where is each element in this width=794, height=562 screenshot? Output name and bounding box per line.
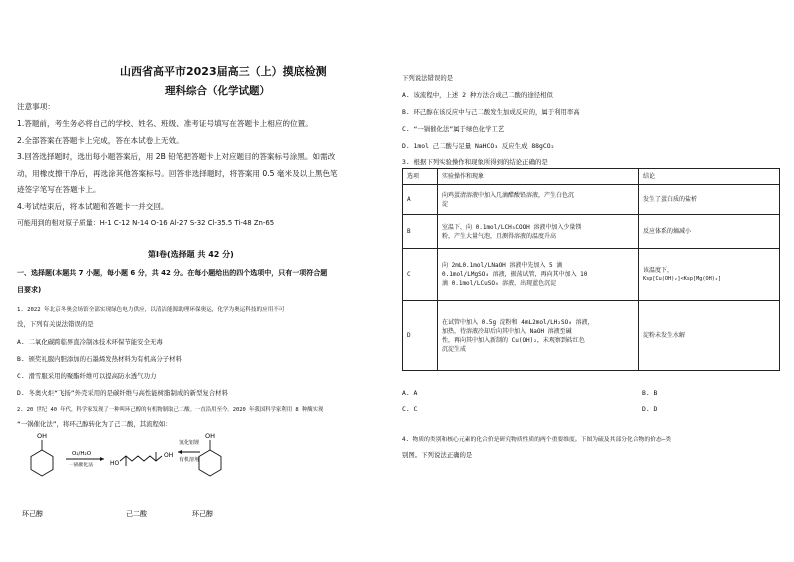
compound-label: 环己醇: [22, 510, 43, 518]
q1-option-b: B. 颁奖礼服内胆添加的石墨烯发热材料为有机高分子材料: [17, 355, 182, 363]
answer-option-c: C. C: [402, 405, 418, 413]
reagent-label: 有机溶剂: [179, 457, 200, 463]
oh-label: OH: [205, 432, 216, 440]
section-instruction: 一、选择题(本题共 7 小题，每小题 6 分，共 42 分。在每小题给出的四个选项中，只有一项符合题: [17, 269, 328, 277]
table-cell-option: A: [403, 185, 438, 215]
question-1-stem-cont: 没，下列有关说法错误的是: [17, 320, 94, 328]
notice-heading: 注意事项：: [17, 102, 55, 111]
notice-item: 动，用橡皮擦干净后，再选涂其他答案标号。回答非选择题时，将答案用 0.5 毫米及以上黑色笔: [17, 168, 338, 178]
part-title: 第Ⅰ卷(选择题 共 42 分): [148, 250, 234, 259]
table-row: [403, 185, 780, 215]
notice-item: 4.考试结束后，将本试题和答题卡一并交回。: [17, 201, 169, 211]
table-row: [403, 249, 780, 301]
cell-line: 向鸡蛋清溶液中加入几滴醋酸铅溶液，产生白色沉: [442, 191, 575, 199]
table-row: [403, 301, 780, 371]
cell-line: 性，再向其中加入新制的 Cu(OH)₂，未观察到砖红色: [442, 336, 585, 344]
q1-option-d: D. 冬奥火炬“飞扬”外壳采用的是碳纤维与高性能树脂制成的新型复合材料: [17, 389, 228, 397]
notice-item: 迹签字笔写在答题卡上。: [17, 185, 101, 194]
cell-line: 室温下，向 0.1mol/LCH₃COOH 溶液中加入少量镁: [442, 223, 582, 231]
compound-label: 环己醇: [192, 510, 213, 518]
table-header-cell: 选项: [403, 169, 438, 185]
question-4-stem: 4. 物质的类别和核心元素的化合价是研究物质性质的两个重要维度。下图为硫及其部分化合物的价态—类: [402, 437, 672, 443]
atomic-mass-line: 可能用到的相对原子质量：H-1 C-12 N-14 O-16 Al-27 S-32 Cl-35.5 Ti-48 Zn-65: [17, 219, 275, 227]
table-cell-conclusion: [639, 249, 780, 301]
reagent-label: 一锅催化法: [69, 463, 93, 468]
q2-option-c: C. “一锅催化法”属于绿色化学工艺: [402, 125, 505, 133]
question-2-stem: 2. 20 世纪 40 年代，科学家发现了一种叫环己醇的有机物制取己二酸。一直沿用至今。2020 年我国科学家利用 8 种酶实现: [17, 407, 324, 413]
table-cell-operation: [438, 249, 639, 301]
ho-label: HO: [110, 460, 120, 467]
table-cell-conclusion: [639, 185, 780, 215]
cell-line: 0.1mol/LMgSO₄ 溶液，振荡试管，再向其中加入 10: [442, 271, 588, 278]
page-title: 山西省高平市2023届高三（上）摸底检测: [120, 65, 327, 78]
question-3-stem: 3. 根据下列实验操作和现象所得到的结论正确的是: [402, 158, 548, 166]
table-cell-operation: [438, 301, 639, 371]
cell-line: Ksp[Cu(OH)₂]<Ksp[Mg(OH)₂]: [643, 275, 722, 282]
table-header-cell: 结论: [639, 169, 780, 185]
answer-option-a: A. A: [402, 389, 418, 397]
cell-line: 该温度下，: [643, 266, 674, 274]
reaction-arrow-2: [178, 439, 200, 463]
cyclohexanol-structure-1: [31, 432, 53, 476]
page-subtitle: 理科综合（化学试题）: [165, 85, 270, 97]
reaction-scheme: [14, 428, 234, 524]
cyclohexanol-structure-2: [199, 432, 221, 476]
cell-line: 淀: [442, 200, 449, 208]
notice-list: [17, 116, 389, 232]
cell-line: 在试管中加入 0.5g 淀粉和 4mL2mol/LH₂SO₄ 溶液，: [442, 318, 594, 326]
cell-line: 向 2mL0.1mol/LNaOH 溶液中先加入 5 滴: [442, 262, 563, 269]
cell-line: 粉，产生大量气泡，且测得溶液的温度升高: [442, 232, 557, 240]
reaction-arrow-1: [66, 451, 104, 468]
table-header-row: [403, 169, 780, 185]
q2-option-d: D. 1mol 己二酸与足量 NaHCO₃ 反应生成 88gCO₂: [402, 142, 555, 150]
table-row: [403, 215, 780, 249]
q1-option-c: C. 滑雪服采用的聚酯纤维可以提高防水透气功力: [17, 372, 157, 380]
notice-item: 1.答题前，考生务必将自己的学校、姓名、班级、准考证号填写在答题卡上相应的位置。: [17, 119, 313, 128]
table-cell-operation: [438, 185, 639, 215]
q1-option-a: A. 二氧化碳跨临界直冷制冰技术环保节能安全无毒: [17, 338, 163, 346]
table-cell-option: C: [403, 249, 438, 301]
reagent-label: O₂/H₂O: [72, 451, 92, 457]
table-cell-conclusion: [639, 215, 780, 249]
oh-label: OH: [37, 432, 48, 440]
table-header-cell: 实验操作和现象: [438, 169, 639, 185]
notice-item: 3.回答选择题时，选出每小题答案后，用 2B 铅笔把答题卡上对应题目的答案标号涂黑。如需改: [17, 152, 336, 161]
table-cell-option: B: [403, 215, 438, 249]
cell-line: 加热，待溶液冷却后向其中加入 NaOH 溶液至碱: [442, 327, 572, 335]
compound-label: 己二酸: [126, 510, 147, 518]
cell-line: 淀粉未发生水解: [643, 332, 686, 339]
cell-line: 滴 0.1mol/LCuSO₄ 溶液，出现蓝色沉淀: [442, 280, 557, 287]
cell-line: 反应体系的熵减小: [643, 228, 692, 235]
question-4-stem-cont: 别图。下列说法正确的是: [402, 451, 473, 459]
q2-prompt: 下列说法错误的是: [402, 74, 454, 82]
answer-option-b: B. B: [642, 389, 658, 397]
question-1-stem: 1. 2022 年北京冬奥会场馆全部实现绿色电力供应，以清洁能源助理环保奥运，化学为奥运科技的应用不可: [17, 307, 285, 313]
answer-option-d: D. D: [642, 405, 658, 413]
q2-option-a: A. 该流程中，上述 2 种方法合成己二酸的途径相似: [402, 91, 553, 99]
cell-line: 发生了蛋白质的盐析: [643, 196, 698, 203]
right-column: [400, 0, 794, 562]
table-cell-operation: [438, 215, 639, 249]
adipic-acid-structure: [110, 452, 173, 467]
section-instruction-cont: 目要求): [17, 286, 42, 294]
experiment-table: [402, 168, 780, 371]
q2-option-b: B. 环己醇在该反应中与己二酸发生加成反应的，属于利用率高: [402, 108, 580, 116]
question-2-stem-cont: “一锅催化法”，将环己醇转化为了己二酸，其流程如：: [17, 420, 172, 428]
reagent-label: 氢化铝锂: [179, 440, 200, 446]
table-cell-option: D: [403, 301, 438, 371]
cell-line: 沉淀生成: [442, 345, 467, 353]
oh-label: OH: [164, 452, 174, 459]
notice-item: 2.全部答案在答题卡上完成，答在本试卷上无效。: [17, 135, 184, 145]
table-cell-conclusion: [639, 301, 780, 371]
